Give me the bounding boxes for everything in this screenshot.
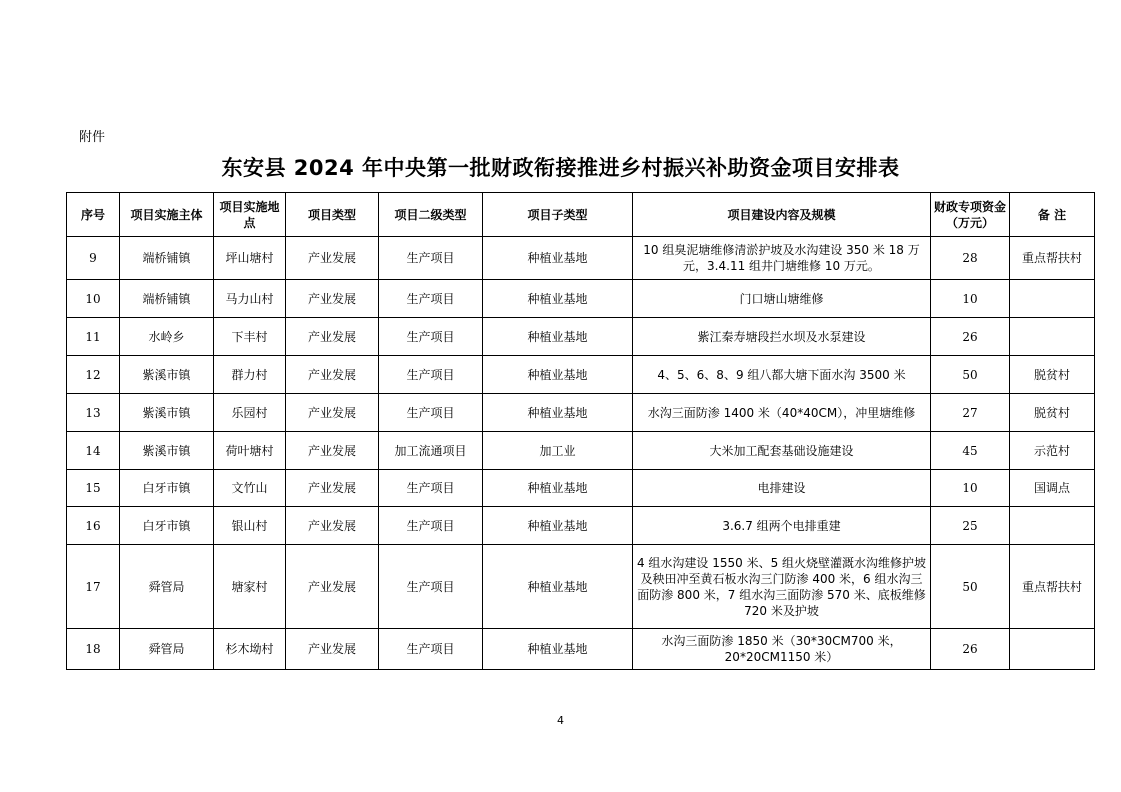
cell-fund: 26 [931,318,1010,356]
cell-subject: 紫溪市镇 [120,356,214,394]
cell-fund: 50 [931,545,1010,629]
cell-fund: 25 [931,507,1010,545]
cell-location: 乐园村 [214,394,286,432]
cell-type: 产业发展 [286,470,379,507]
cell-note [1010,507,1095,545]
cell-subtype: 种植业基地 [483,280,633,318]
table-row [67,356,1095,394]
cell-location: 荷叶塘村 [214,432,286,470]
cell-location: 文竹山 [214,470,286,507]
cell-seq: 11 [67,318,120,356]
header-subject: 项目实施主体 [120,193,214,237]
cell-subtype: 种植业基地 [483,629,633,670]
cell-type: 产业发展 [286,629,379,670]
cell-type2: 生产项目 [379,629,483,670]
cell-content: 门口塘山塘维修 [633,280,931,318]
cell-content: 10 组臭泥塘维修清淤护坡及水沟建设 350 米 18 万元，3.4.11 组井门塘维修 10 万元。 [633,237,931,280]
cell-seq: 10 [67,280,120,318]
header-seq: 序号 [67,193,120,237]
cell-fund: 27 [931,394,1010,432]
cell-subtype: 种植业基地 [483,470,633,507]
cell-note: 国调点 [1010,470,1095,507]
header-type: 项目类型 [286,193,379,237]
cell-seq: 9 [67,237,120,280]
page-title: 东安县 2024 年中央第一批财政衔接推进乡村振兴补助资金项目安排表 [221,156,900,180]
cell-seq: 14 [67,432,120,470]
cell-location: 银山村 [214,507,286,545]
header-fund: 财政专项资金（万元） [931,193,1010,237]
cell-seq: 13 [67,394,120,432]
cell-content: 水沟三面防渗 1850 米（30*30CM700 米，20*20CM1150 米） [633,629,931,670]
cell-note [1010,280,1095,318]
table-row [67,432,1095,470]
cell-location: 塘家村 [214,545,286,629]
page-number: 4 [557,714,564,727]
cell-seq: 18 [67,629,120,670]
cell-type2: 生产项目 [379,318,483,356]
cell-subject: 紫溪市镇 [120,394,214,432]
cell-type2: 生产项目 [379,356,483,394]
cell-type: 产业发展 [286,356,379,394]
cell-fund: 10 [931,470,1010,507]
cell-type: 产业发展 [286,432,379,470]
table-row [67,470,1095,507]
cell-location: 杉木坳村 [214,629,286,670]
cell-type2: 生产项目 [379,545,483,629]
cell-subtype: 种植业基地 [483,356,633,394]
table-row [67,545,1095,629]
cell-subject: 舜管局 [120,629,214,670]
cell-subject: 紫溪市镇 [120,432,214,470]
cell-note: 重点帮扶村 [1010,545,1095,629]
cell-subtype: 加工业 [483,432,633,470]
table-row [67,237,1095,280]
cell-type: 产业发展 [286,318,379,356]
cell-fund: 28 [931,237,1010,280]
cell-fund: 26 [931,629,1010,670]
cell-content: 水沟三面防渗 1400 米（40*40CM），冲里塘维修 [633,394,931,432]
cell-content: 紫江秦寿塘段拦水坝及水泵建设 [633,318,931,356]
cell-location: 坪山塘村 [214,237,286,280]
cell-subject: 白牙市镇 [120,470,214,507]
cell-note: 脱贫村 [1010,394,1095,432]
table-row [67,280,1095,318]
cell-location: 下丰村 [214,318,286,356]
cell-subtype: 种植业基地 [483,394,633,432]
cell-type: 产业发展 [286,507,379,545]
table-row [67,318,1095,356]
cell-content: 3.6.7 组两个电排重建 [633,507,931,545]
cell-note: 重点帮扶村 [1010,237,1095,280]
cell-fund: 10 [931,280,1010,318]
cell-content: 大米加工配套基础设施建设 [633,432,931,470]
cell-location: 马力山村 [214,280,286,318]
cell-content: 4、5、6、8、9 组八都大塘下面水沟 3500 米 [633,356,931,394]
header-content: 项目建设内容及规模 [633,193,931,237]
cell-subject: 舜管局 [120,545,214,629]
table-header-row [67,193,1095,237]
cell-type: 产业发展 [286,237,379,280]
cell-type2: 加工流通项目 [379,432,483,470]
header-subtype: 项目子类型 [483,193,633,237]
cell-fund: 50 [931,356,1010,394]
cell-seq: 16 [67,507,120,545]
cell-note [1010,629,1095,670]
header-type2: 项目二级类型 [379,193,483,237]
cell-subject: 端桥铺镇 [120,280,214,318]
table-row [67,507,1095,545]
cell-subject: 白牙市镇 [120,507,214,545]
cell-type: 产业发展 [286,280,379,318]
cell-note: 脱贫村 [1010,356,1095,394]
cell-type2: 生产项目 [379,507,483,545]
table-row [67,394,1095,432]
cell-note: 示范村 [1010,432,1095,470]
cell-subtype: 种植业基地 [483,318,633,356]
cell-type: 产业发展 [286,394,379,432]
attachment-label: 附件 [79,130,106,145]
header-note: 备 注 [1010,193,1095,237]
cell-type2: 生产项目 [379,394,483,432]
header-location: 项目实施地点 [214,193,286,237]
cell-fund: 45 [931,432,1010,470]
cell-subtype: 种植业基地 [483,237,633,280]
cell-seq: 15 [67,470,120,507]
cell-note [1010,318,1095,356]
cell-subtype: 种植业基地 [483,507,633,545]
cell-type2: 生产项目 [379,237,483,280]
cell-content: 4 组水沟建设 1550 米、5 组火烧壁灌溉水沟维修护坡及秧田冲至黄石板水沟三门防渗 400 米，6 组水沟三面防渗 800 米，7 组水沟三面防渗 570 米、底板维修 720 米及护坡 [633,545,931,629]
project-table [66,192,1095,670]
cell-subtype: 种植业基地 [483,545,633,629]
cell-type2: 生产项目 [379,280,483,318]
cell-type: 产业发展 [286,545,379,629]
cell-seq: 17 [67,545,120,629]
cell-subject: 水岭乡 [120,318,214,356]
table-row [67,629,1095,670]
cell-content: 电排建设 [633,470,931,507]
cell-subject: 端桥铺镇 [120,237,214,280]
cell-type2: 生产项目 [379,470,483,507]
cell-seq: 12 [67,356,120,394]
cell-location: 群力村 [214,356,286,394]
